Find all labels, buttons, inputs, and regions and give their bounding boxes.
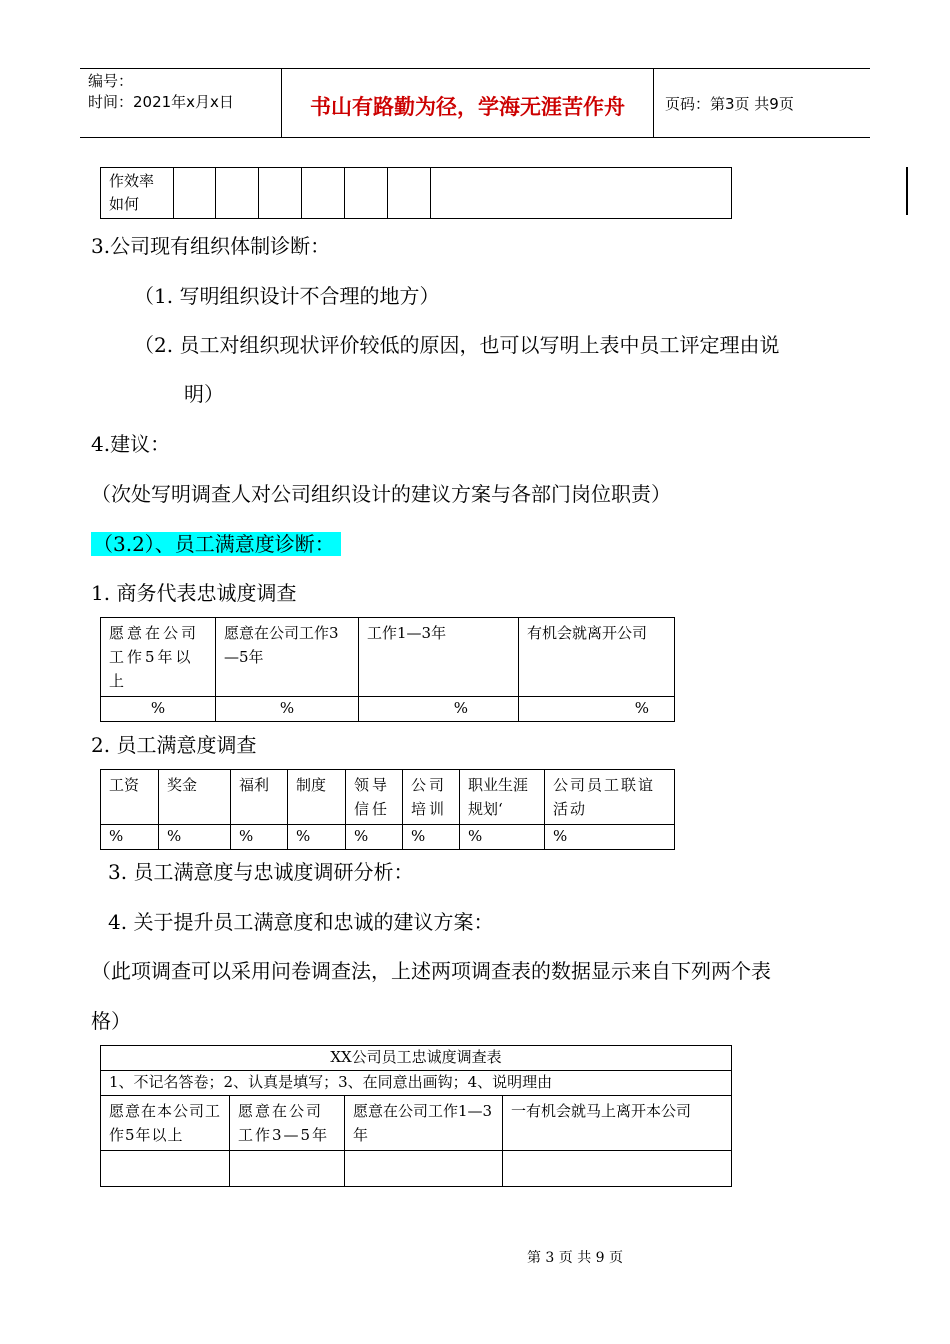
- section4-note: （次处写明调查人对公司组织设计的建议方案与各部门岗位职责）: [91, 482, 671, 506]
- loyalty-value-cell: %: [101, 697, 216, 722]
- loyalty-form-answer-cell[interactable]: [503, 1151, 732, 1187]
- section3-item2-line2: 明）: [184, 382, 224, 406]
- empty-cell: [174, 168, 216, 219]
- section4-title: 4.建议：: [91, 432, 171, 456]
- loyalty-header-cell: 愿意在公司工作3—5年: [216, 618, 359, 697]
- highlighted-heading: （3.2）、员工满意度诊断：: [91, 532, 341, 556]
- section3-item1: （1. 写明组织设计不合理的地方）: [134, 284, 440, 308]
- section3-item2-line1: （2. 员工对组织现状评价较低的原因，也可以写明上表中员工评定理由说: [134, 333, 780, 357]
- satisfaction-header-cell: 奖金: [159, 770, 231, 825]
- empty-cell: [431, 168, 732, 219]
- loyalty-value-cell: %: [216, 697, 359, 722]
- header-left: [88, 71, 234, 113]
- satisfaction-value-cell: %: [101, 825, 159, 850]
- loyalty-survey-table: [100, 617, 675, 722]
- page-header: [80, 68, 870, 138]
- header-divider: [653, 69, 654, 137]
- satisfaction-header-cell: 制度: [288, 770, 346, 825]
- analysis-item3: 3. 员工满意度与忠诚度调研分析：: [108, 860, 414, 884]
- satisfaction-header-cell: 福利: [231, 770, 288, 825]
- satisfaction-header-cell: 公司培训: [403, 770, 460, 825]
- header-page-info: 页码：第3页 共9页: [665, 95, 794, 113]
- date-label: 时间：2021年x月x日: [88, 93, 234, 111]
- loyalty-form-header-cell: 愿意在公司工作3—5年: [230, 1096, 345, 1151]
- top-table: [100, 167, 732, 219]
- loyalty-form-answer-cell[interactable]: [345, 1151, 503, 1187]
- satisfaction-value-cell: %: [460, 825, 545, 850]
- loyalty-header-cell: 愿意在公司工作5年以上: [101, 618, 216, 697]
- loyalty-form-header-cell: 一有机会就马上离开本公司: [503, 1096, 732, 1151]
- satisfaction-header-cell: 领导信任: [346, 770, 403, 825]
- empty-cell: [345, 168, 388, 219]
- satisfaction-value-cell: %: [545, 825, 675, 850]
- analysis-note-line1: （此项调查可以采用问卷调查法，上述两项调查表的数据显示来自下列两个表: [91, 959, 771, 983]
- section32-title: [91, 531, 341, 557]
- satisfaction-survey-title: 2. 员工满意度调查: [91, 733, 257, 757]
- footer-page-number: 第 3 页 共 9 页: [526, 1250, 624, 1266]
- header-motto: 书山有路勤为径，学海无涯苦作舟: [310, 95, 625, 119]
- satisfaction-value-cell: %: [159, 825, 231, 850]
- section3-title: 3.公司现有组织体制诊断：: [91, 234, 331, 258]
- loyalty-value-cell: %: [359, 697, 519, 722]
- satisfaction-value-cell: %: [403, 825, 460, 850]
- analysis-item4: 4. 关于提升员工满意度和忠诚的建议方案：: [108, 910, 494, 934]
- satisfaction-header-cell: 工资: [101, 770, 159, 825]
- empty-cell: [302, 168, 345, 219]
- satisfaction-value-cell: %: [231, 825, 288, 850]
- satisfaction-value-cell: %: [288, 825, 346, 850]
- loyalty-form-answer-cell[interactable]: [230, 1151, 345, 1187]
- satisfaction-survey-table: [100, 769, 675, 850]
- loyalty-header-cell: 工作1—3年: [359, 618, 519, 697]
- loyalty-form-title: XX公司员工忠诚度调查表: [101, 1046, 732, 1071]
- loyalty-value-cell: %: [519, 697, 675, 722]
- satisfaction-value-cell: %: [346, 825, 403, 850]
- loyalty-survey-title: 1. 商务代表忠诚度调查: [91, 581, 297, 605]
- loyalty-form-header-cell: 愿意在公司工作1—3年: [345, 1096, 503, 1151]
- empty-cell: [259, 168, 302, 219]
- loyalty-header-cell: 有机会就离开公司: [519, 618, 675, 697]
- empty-cell: [388, 168, 431, 219]
- loyalty-form-answer-cell[interactable]: [101, 1151, 230, 1187]
- analysis-note-line2: 格）: [91, 1009, 131, 1033]
- efficiency-cell: 作效率如何: [101, 168, 174, 219]
- empty-cell: [216, 168, 259, 219]
- satisfaction-header-cell: 职业生涯规划‘: [460, 770, 545, 825]
- loyalty-form-header-cell: 愿意在本公司工作5年以上: [101, 1096, 230, 1151]
- loyalty-form-table: [100, 1045, 732, 1187]
- margin-bar: [906, 167, 908, 215]
- serial-label: 编号：: [88, 72, 134, 90]
- satisfaction-header-cell: 公司员工联谊活动: [545, 770, 675, 825]
- loyalty-form-instructions: 1、不记名答卷；2、认真是填写；3、在同意出画钩；4、说明理由: [101, 1071, 732, 1096]
- page-footer: [0, 1247, 950, 1267]
